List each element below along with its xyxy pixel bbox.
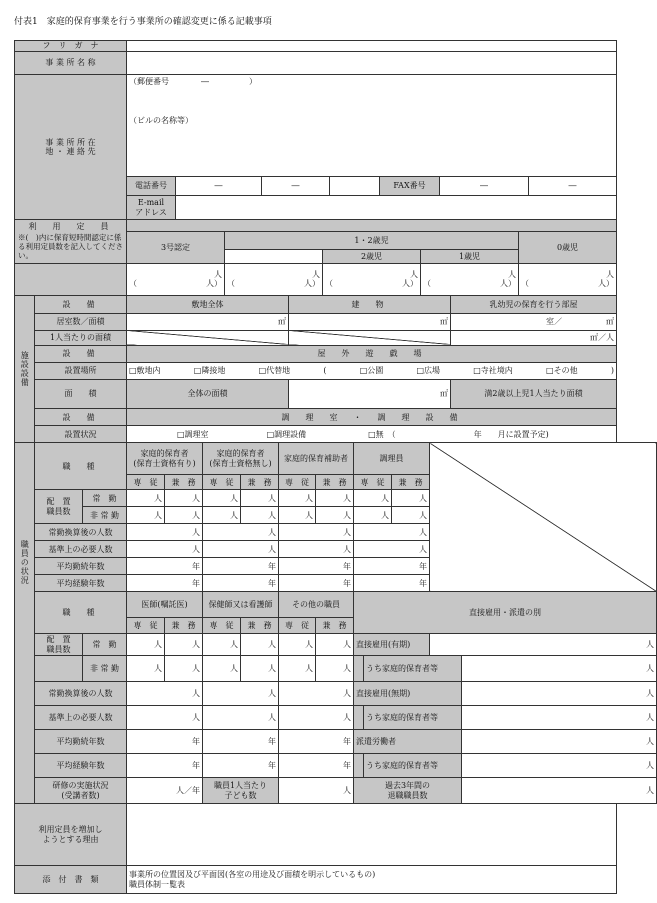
full-header: 専 従 bbox=[127, 475, 165, 490]
reason-label: 利用定員を増加し ようとする理由 bbox=[15, 804, 127, 866]
location-label: 設置場所 bbox=[35, 362, 127, 379]
staff-side-continue bbox=[15, 682, 35, 706]
equip-header-1: 設 備 bbox=[35, 295, 127, 313]
exp-cell[interactable]: 年 bbox=[203, 754, 279, 778]
phone-field-1[interactable]: ― bbox=[176, 177, 262, 196]
capacity-table bbox=[14, 219, 617, 296]
type-7-header: その他の職員 bbox=[279, 592, 354, 618]
fte-cell[interactable]: 人 bbox=[127, 524, 203, 541]
of-which-label-2: うち家庭的保育者等 bbox=[364, 706, 462, 730]
count-cell[interactable]: 人 bbox=[279, 656, 316, 682]
direct-fixed-label: 直接雇用(有期) bbox=[354, 634, 430, 656]
equip-header-2: 設 備 bbox=[35, 345, 127, 362]
whole-site-header: 敷地全体 bbox=[127, 295, 289, 313]
required-cell[interactable]: 人 bbox=[354, 541, 430, 558]
staff-side-continue bbox=[15, 754, 35, 778]
staff-1-right-na bbox=[430, 443, 657, 592]
count-cell[interactable]: 人 bbox=[241, 490, 279, 507]
plan-date-text: 年 月に設置予定) bbox=[473, 429, 549, 439]
of-which-label-3: うち家庭的保育者等 bbox=[364, 754, 462, 778]
full-header: 専 従 bbox=[127, 618, 165, 634]
infant-room-rooms-area[interactable]: 室／ ㎡ bbox=[451, 313, 617, 330]
count-cell[interactable]: 人 bbox=[203, 507, 241, 524]
avg-exp-label-2: 平均経験年数 bbox=[35, 754, 127, 778]
capacity-header-band bbox=[127, 220, 617, 232]
total-area-field[interactable]: ㎡ bbox=[289, 379, 451, 408]
count-cell[interactable]: 人 bbox=[203, 656, 241, 682]
opt-site-checkbox[interactable]: □敷地内 bbox=[129, 366, 161, 376]
count-cell[interactable]: 人 bbox=[165, 507, 203, 524]
postal-code-line: （郵便番号 ― ） bbox=[129, 77, 257, 86]
avg-tenure-label-1: 平均勤続年数 bbox=[35, 558, 127, 575]
fax-field-2[interactable]: ― bbox=[529, 177, 617, 196]
form-title: 付表1 家庭的保育事業を行う事業所の確認変更に係る記載事項 bbox=[14, 17, 272, 27]
furigana-field[interactable] bbox=[127, 41, 617, 52]
count-cell[interactable]: 人 bbox=[165, 490, 203, 507]
children-per-staff-label: 職員1人当たり 子ども数 bbox=[203, 778, 279, 804]
count-cell[interactable]: 人 bbox=[165, 656, 203, 682]
avg-exp-label-1: 平均経験年数 bbox=[35, 575, 127, 592]
tenure-cell[interactable]: 年 bbox=[279, 558, 354, 575]
count-cell[interactable]: 人 bbox=[127, 507, 165, 524]
required-label-1: 基準上の必要人数 bbox=[35, 541, 127, 558]
equip-header-3: 設 備 bbox=[35, 409, 127, 426]
email-label: E-mail アドレス bbox=[127, 196, 176, 220]
of-which-label-1: うち家庭的保育者等 bbox=[364, 656, 462, 682]
exp-cell[interactable]: 年 bbox=[127, 754, 203, 778]
exp-cell[interactable]: 年 bbox=[279, 575, 354, 592]
children-per-staff-cell[interactable]: 人 bbox=[279, 778, 354, 804]
form-sheet bbox=[14, 40, 654, 894]
opt-adjacent-checkbox[interactable]: □隣接地 bbox=[193, 366, 226, 376]
count-cell[interactable]: 人 bbox=[279, 507, 316, 524]
tenure-cell[interactable]: 年 bbox=[127, 730, 203, 754]
location-options bbox=[127, 362, 617, 379]
reason-attachments-table bbox=[14, 803, 617, 894]
staff-side-continue bbox=[15, 706, 35, 730]
fte-cell[interactable]: 人 bbox=[203, 524, 279, 541]
count-cell[interactable]: 人 bbox=[203, 490, 241, 507]
furigana-label: フ リ ガ ナ bbox=[15, 41, 127, 52]
assign-label-2: 配 置 職員数 bbox=[35, 634, 83, 656]
tenure-cell[interactable]: 年 bbox=[279, 730, 354, 754]
attachment-item-1: 事業所の位置図及び平面図(各室の用途及び面積を明示しているもの) bbox=[129, 870, 376, 880]
job-type-header-1: 職 種 bbox=[35, 443, 127, 490]
full-header: 専 従 bbox=[279, 475, 316, 490]
tenure-cell[interactable]: 年 bbox=[354, 558, 430, 575]
concurrent-header: 兼 務 bbox=[241, 618, 279, 634]
phone-field-3[interactable] bbox=[330, 177, 380, 196]
required-cell[interactable]: 人 bbox=[127, 541, 203, 558]
required-label-2: 基準上の必要人数 bbox=[35, 706, 127, 730]
count-cell[interactable]: 人 bbox=[316, 656, 354, 682]
opt-other-checkbox[interactable]: □その他 bbox=[546, 366, 578, 376]
attachment-item-2: 職員体制一覧表 bbox=[129, 879, 185, 889]
training-cell[interactable]: 人／年 bbox=[127, 778, 203, 804]
opt-alt-checkbox[interactable]: □代替地 bbox=[258, 366, 291, 376]
training-label: 研修の実施状況 (受講者数) bbox=[35, 778, 127, 804]
concurrent-header: 兼 務 bbox=[165, 618, 203, 634]
retired-label: 過去3年間の 退職職員数 bbox=[354, 778, 462, 804]
staff-side-continue bbox=[15, 730, 35, 754]
staff-table-2 bbox=[14, 655, 657, 804]
count-cell[interactable]: 人 bbox=[165, 634, 203, 656]
fte-cell[interactable]: 人 bbox=[354, 524, 430, 541]
playground-header: 屋 外 遊 戯 場 bbox=[127, 345, 617, 362]
office-name-field[interactable] bbox=[127, 52, 617, 75]
concurrent-header: 兼 務 bbox=[316, 618, 354, 634]
required-cell[interactable]: 人 bbox=[127, 706, 203, 730]
of-which-cell-2[interactable]: 人 bbox=[462, 706, 657, 730]
opt-none-checkbox[interactable]: □無 （ bbox=[368, 429, 396, 439]
infant-room-header: 乳幼児の保育を行う部屋 bbox=[451, 295, 617, 313]
install-status-options bbox=[127, 426, 617, 443]
concurrent-header: 兼 務 bbox=[392, 475, 430, 490]
fulltime-label-2: 常 勤 bbox=[83, 634, 127, 656]
assign-label-continue bbox=[35, 656, 83, 682]
age-0-header: 0歳児 bbox=[519, 232, 617, 264]
direct-dispatch-header: 直接雇用・派遣の別 bbox=[354, 592, 657, 634]
fulltime-label-1: 常 勤 bbox=[83, 490, 127, 507]
phone-field-2[interactable]: ― bbox=[262, 177, 330, 196]
capacity-cat3-cell[interactable]: 人 （ 人） bbox=[127, 263, 225, 295]
exp-cell[interactable]: 年 bbox=[279, 754, 354, 778]
indent-cell bbox=[354, 656, 364, 682]
building-name-line: （ビルの名称等） bbox=[129, 116, 193, 125]
direct-fixed-cell[interactable]: 人 bbox=[430, 634, 657, 656]
capacity-age1-cell[interactable]: 人 （ 人） bbox=[421, 263, 519, 295]
full-header: 専 従 bbox=[203, 618, 241, 634]
whole-site-area[interactable]: ㎡ bbox=[127, 313, 289, 330]
category-3-header: 3号認定 bbox=[127, 232, 225, 264]
dispatch-cell[interactable]: 人 bbox=[462, 730, 657, 754]
email-field[interactable] bbox=[176, 196, 617, 220]
fte-label-2: 常勤換算後の人数 bbox=[35, 682, 127, 706]
fte-cell[interactable]: 人 bbox=[127, 682, 203, 706]
exp-cell[interactable]: 年 bbox=[203, 575, 279, 592]
count-cell[interactable]: 人 bbox=[354, 507, 392, 524]
building-per-person-na bbox=[289, 330, 451, 345]
fte-cell[interactable]: 人 bbox=[279, 524, 354, 541]
type-1-header: 家庭的保育者 (保育士資格有り) bbox=[127, 443, 203, 475]
direct-perm-label: 直接雇用(無期) bbox=[354, 682, 462, 706]
exp-cell[interactable]: 年 bbox=[354, 575, 430, 592]
required-cell[interactable]: 人 bbox=[279, 541, 354, 558]
required-cell[interactable]: 人 bbox=[203, 541, 279, 558]
opt-kitchen-checkbox[interactable]: □調理室 bbox=[177, 429, 209, 439]
capacity-age12-cell[interactable]: 人 （ 人） bbox=[225, 263, 323, 295]
type-5-header: 医師(嘱託医) bbox=[127, 592, 203, 618]
count-cell[interactable]: 人 bbox=[354, 490, 392, 507]
age-1-2-sub-blank bbox=[225, 249, 323, 263]
type-4-header: 調理員 bbox=[354, 443, 430, 475]
attachments-label: 添 付 書 類 bbox=[15, 866, 127, 894]
age-2-header: 2歳児 bbox=[323, 249, 421, 263]
count-cell[interactable]: 人 bbox=[316, 490, 354, 507]
tenure-cell[interactable]: 年 bbox=[203, 730, 279, 754]
office-name-label: 事 業 所 名 称 bbox=[15, 52, 127, 75]
per-person-area-label: 1人当たりの面積 bbox=[35, 330, 127, 345]
fte-label-1: 常勤換算後の人数 bbox=[35, 524, 127, 541]
basic-info-table bbox=[14, 40, 617, 220]
count-cell[interactable]: 人 bbox=[241, 656, 279, 682]
phone-label: 電話番号 bbox=[127, 177, 176, 196]
capacity-age2-cell[interactable]: 人 （ 人） bbox=[323, 263, 421, 295]
count-cell[interactable]: 人 bbox=[392, 490, 430, 507]
count-cell[interactable]: 人 bbox=[241, 634, 279, 656]
parttime-label-1: 非 常 勤 bbox=[83, 507, 127, 524]
opt-temple-checkbox[interactable]: □寺社境内 bbox=[473, 366, 513, 376]
job-type-header-2: 職 種 bbox=[35, 592, 127, 634]
count-cell[interactable]: 人 bbox=[127, 490, 165, 507]
capacity-row-label-blank bbox=[15, 263, 127, 295]
full-header: 専 従 bbox=[203, 475, 241, 490]
full-header: 専 従 bbox=[354, 475, 392, 490]
attachments-list bbox=[127, 866, 617, 894]
count-cell[interactable]: 人 bbox=[316, 634, 354, 656]
whole-site-per-person-na bbox=[127, 330, 289, 345]
dispatch-label: 派遣労働者 bbox=[354, 730, 462, 754]
concurrent-header: 兼 務 bbox=[241, 475, 279, 490]
address-field[interactable] bbox=[127, 75, 617, 177]
fax-label: FAX番号 bbox=[380, 177, 440, 196]
capacity-note: ※( )内に保育短時間認定に係る利用定員数を記入してください。 bbox=[18, 233, 123, 261]
count-cell[interactable]: 人 bbox=[127, 656, 165, 682]
facility-table bbox=[14, 295, 617, 443]
capacity-title: 利 用 定 員 bbox=[28, 222, 113, 231]
facility-side-label: 施設設備 bbox=[15, 295, 35, 442]
building-area[interactable]: ㎡ bbox=[289, 313, 451, 330]
count-cell[interactable]: 人 bbox=[392, 507, 430, 524]
of-which-cell-3[interactable]: 人 bbox=[462, 754, 657, 778]
paren-left: ( bbox=[323, 366, 327, 376]
staff-side-continue bbox=[15, 778, 35, 804]
staff-side-continue bbox=[15, 656, 35, 682]
age-1-2-header: 1・2歳児 bbox=[225, 232, 519, 250]
infant-room-per-person[interactable]: ㎡／人 bbox=[451, 330, 617, 345]
assign-label-1: 配 置 職員数 bbox=[35, 490, 83, 524]
staff-side-label: 職員の状況 bbox=[15, 443, 35, 682]
capacity-age0-cell[interactable]: 人 （ 人） bbox=[519, 263, 617, 295]
indent-cell bbox=[354, 754, 364, 778]
address-label: 事 業 所 所 在 地 ・ 連 絡 先 bbox=[15, 75, 127, 220]
count-cell[interactable]: 人 bbox=[241, 507, 279, 524]
type-6-header: 保健師又は看護師 bbox=[203, 592, 279, 618]
count-cell[interactable]: 人 bbox=[203, 634, 241, 656]
tenure-cell[interactable]: 年 bbox=[203, 558, 279, 575]
opt-park-checkbox[interactable]: □公園 bbox=[359, 366, 384, 376]
tenure-cell[interactable]: 年 bbox=[127, 558, 203, 575]
count-cell[interactable]: 人 bbox=[127, 634, 165, 656]
staff-table-1 bbox=[14, 442, 657, 682]
fax-field-1[interactable]: ― bbox=[440, 177, 529, 196]
type-3-header: 家庭的保育補助者 bbox=[279, 443, 354, 475]
parttime-label-2: 非 常 勤 bbox=[83, 656, 127, 682]
exp-cell[interactable]: 年 bbox=[127, 575, 203, 592]
retired-cell[interactable]: 人 bbox=[462, 778, 657, 804]
install-status-label: 設置状況 bbox=[35, 426, 127, 443]
opt-equip-checkbox[interactable]: □調理設備 bbox=[266, 429, 307, 439]
concurrent-header: 兼 務 bbox=[165, 475, 203, 490]
full-header: 専 従 bbox=[279, 618, 316, 634]
count-cell[interactable]: 人 bbox=[279, 634, 316, 656]
direct-perm-cell[interactable]: 人 bbox=[462, 682, 657, 706]
fte-cell[interactable]: 人 bbox=[279, 682, 354, 706]
avg-tenure-label-2: 平均勤続年数 bbox=[35, 730, 127, 754]
opt-plaza-checkbox[interactable]: □広場 bbox=[416, 366, 441, 376]
fte-cell[interactable]: 人 bbox=[203, 682, 279, 706]
required-cell[interactable]: 人 bbox=[203, 706, 279, 730]
area-label: 面 積 bbox=[35, 379, 127, 408]
type-2-header: 家庭的保育者 (保育士資格無し) bbox=[203, 443, 279, 475]
count-cell[interactable]: 人 bbox=[279, 490, 316, 507]
capacity-label bbox=[15, 220, 127, 264]
of-which-cell-1[interactable]: 人 bbox=[462, 656, 657, 682]
building-header: 建 物 bbox=[289, 295, 451, 313]
kitchen-header: 調 理 室 ・ 調 理 設 備 bbox=[127, 409, 617, 426]
concurrent-header: 兼 務 bbox=[316, 475, 354, 490]
rooms-area-label: 居室数／面積 bbox=[35, 313, 127, 330]
per-child-over2-label: 満2歳以上児1人当たり面積 bbox=[451, 379, 617, 408]
required-cell[interactable]: 人 bbox=[279, 706, 354, 730]
total-area-label: 全体の面積 bbox=[127, 379, 289, 408]
count-cell[interactable]: 人 bbox=[316, 507, 354, 524]
reason-field[interactable] bbox=[127, 804, 617, 866]
paren-right: ) bbox=[610, 366, 614, 376]
indent-cell bbox=[354, 706, 364, 730]
age-1-header: 1歳児 bbox=[421, 249, 519, 263]
